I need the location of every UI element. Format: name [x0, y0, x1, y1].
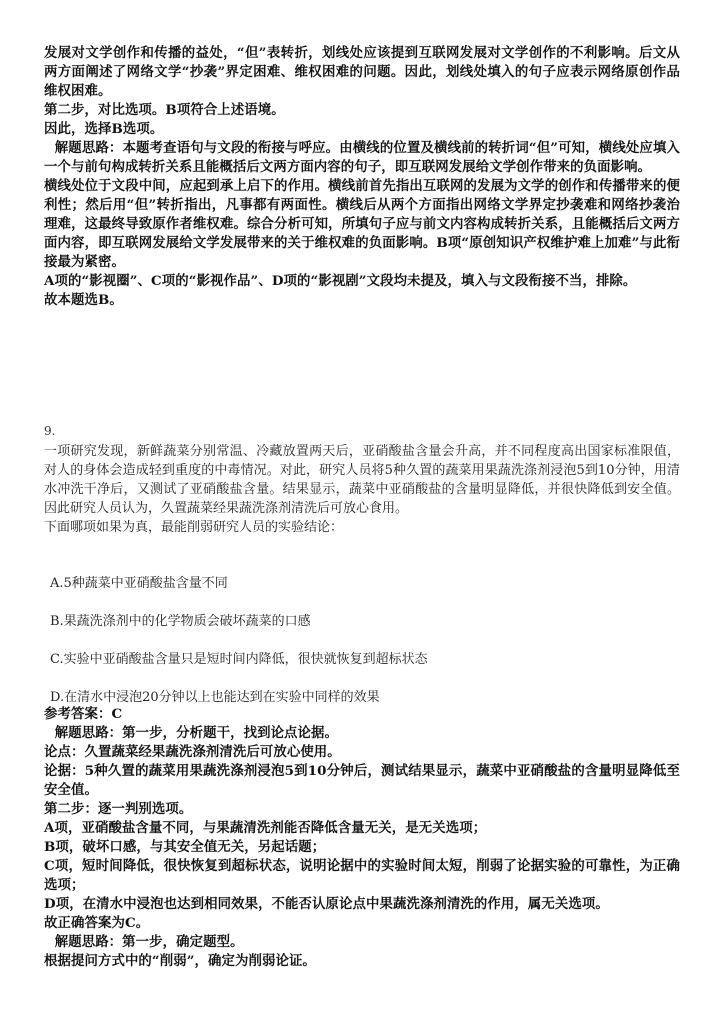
final-answer-line: 故本题选B。 [44, 292, 123, 308]
option-b: B.果蔬洗涤剂中的化学物质会破坏蔬菜的口感 [50, 614, 311, 629]
previous-answer-explanation [44, 44, 680, 310]
reference-answer: 参考答案：C [44, 706, 123, 722]
explanation-paragraph: 根据提问方式中的“削弱”，确定为削弱论证。 [44, 953, 316, 969]
explanation-paragraph: 解题思路：本题考查语句与文段的衔接与呼应。由横线的位置及横线前的转折词“但”可知，横线处应填入一个与前句构成转折关系且能概括后文两方面内容的句子，即互联网发展给文学创作带来的负面影响。 [44, 140, 680, 175]
question-number: 9. [44, 424, 56, 438]
option-a: A.5种蔬菜中亚硝酸盐含量不同 [50, 576, 228, 591]
explanation-step-line: 解题思路：第一步，分析题干，找到论点论据。 [54, 725, 339, 741]
question-prompt: 下面哪项如果为真，最能削弱研究人员的实验结论： [44, 520, 344, 535]
explanation-step-line: 第二步：逐一判别选项。 [44, 801, 193, 817]
explanation-paragraph: 横线处位于文段中间，应起到承上启下的作用。横线前首先指出互联网的发展为文学的创作和传播带来的便利性；然后用“但”转折指出，凡事都有两面性。横线后从两个方面指出网络文学界定抄袭难和网络抄袭治理难，这最终导致原作者维权难。综合分析可知，所填句子应与前文内容构成转折关系，且能概括后文两方面内容，即互联网发展给文学发展带来的关于维权难的负面影响。B项“原创知识产权维护难上加难”与此衔接最为紧密。 [44, 178, 680, 270]
option-d: D.在清水中浸泡20分钟以上也能达到在实验中同样的效果 [50, 690, 380, 705]
explanation-paragraph: 发展对文学创作和传播的益处，“但”表转折，划线处应该提到互联网发展对文学创作的不利影响。后文从两方面阐述了网络文学“抄袭”界定困难、维权困难的问题。因此，划线处填入的句子应表示网络原创作品维权困难。 [44, 45, 680, 99]
explanation-step-line: 第二步，对比选项。B项符合上述语境。 [44, 102, 285, 118]
option-c: C.实验中亚硝酸盐含量只是短时间内降低，很快就恢复到超标状态 [50, 652, 428, 667]
explanation-step-line: 解题思路：第一步，确定题型。 [54, 934, 244, 950]
answer-explanation [44, 705, 680, 971]
explanation-conclusion-line: 因此，选择B选项。 [44, 121, 164, 137]
option-analysis-b: B项，破坏口感，与其安全值无关，另起话题； [44, 839, 326, 855]
option-analysis-c: C项，短时间降低，很快恢复到超标状态，说明论据中的实验时间太短，削弱了论据实验的可靠性，为正确选项； [44, 858, 680, 893]
option-analysis-a: A项，亚硝酸盐含量不同，与果蔬清洗剂能否降低含量无关，是无关选项； [44, 820, 487, 836]
explanation-paragraph: A项的“影视圈”、C项的“影视作品”、D项的“影视剧”文段均未提及，填入与文段衔接不当，排除。 [44, 273, 637, 289]
final-answer-line: 故正确答案为C。 [44, 915, 150, 931]
option-analysis-d: D项，在清水中浸泡也达到相同效果，不能否认原论点中果蔬洗涤剂清洗的作用，属无关选项。 [44, 896, 609, 912]
question-block [44, 424, 680, 537]
evidence-line: 论据：5种久置的蔬菜用果蔬洗涤剂浸泡5到10分钟后，测试结果显示，蔬菜中亚硝酸盐的含量明显降低至安全值。 [44, 763, 680, 798]
thesis-line: 论点：久置蔬菜经果蔬洗涤剂清洗后可放心使用。 [44, 744, 341, 760]
question-stem: 一项研究发现，新鲜蔬菜分别常温、冷藏放置两天后，亚硝酸盐含量会升高，并不同程度高出国家标准限值，对人的身体会造成轻到重度的中毒情况。对此，研究人员将5种久置的蔬菜用果蔬洗涤剂浸泡5到10分钟，用清水冲洗干净后，又测试了亚硝酸盐含量。结果显示，蔬菜中亚硝酸盐的含量明显降低，并很快降低到安全值。因此研究人员认为，久置蔬菜经果蔬洗涤剂清洗后可放心食用。 [44, 444, 680, 516]
